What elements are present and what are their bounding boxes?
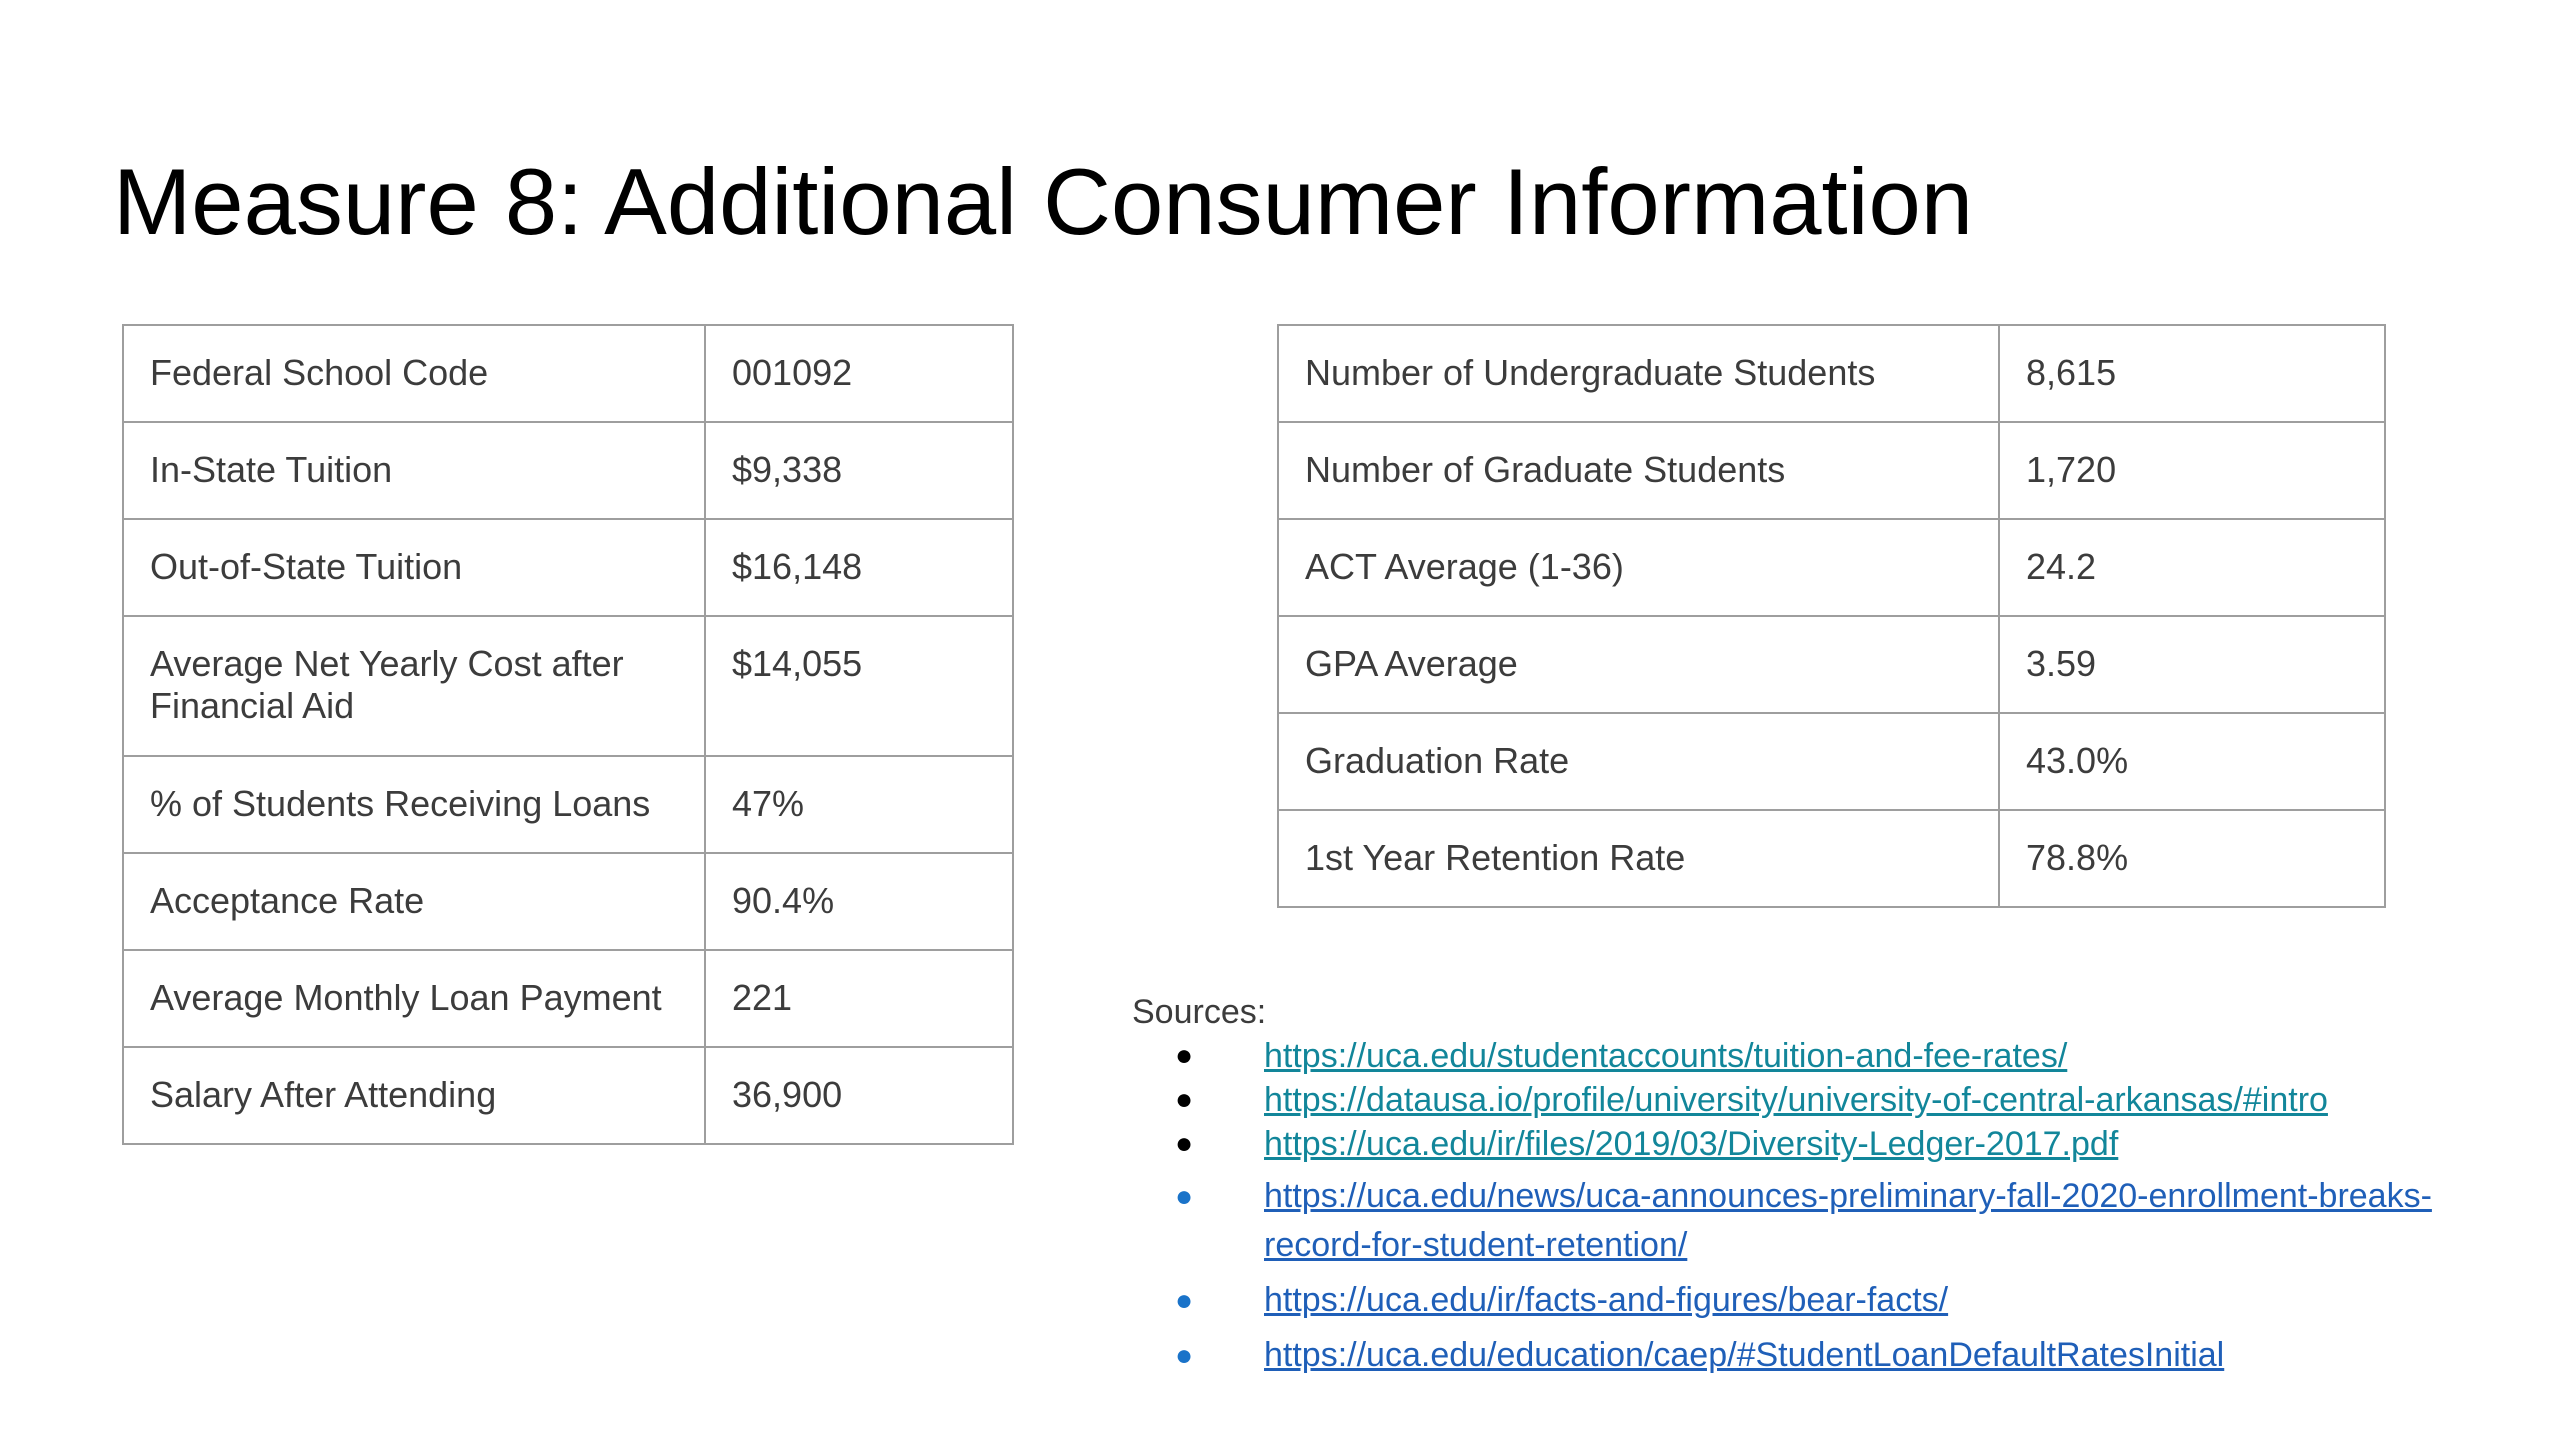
bullet-icon: ●	[1175, 1180, 1194, 1213]
source-link[interactable]: https://uca.edu/education/caep/#StudentLoanDefaultRatesInitial	[1264, 1336, 2225, 1374]
table-row	[1278, 422, 2385, 519]
page-title: Measure 8: Additional Consumer Information	[113, 149, 1974, 254]
table-row	[1278, 810, 2385, 907]
list-item	[1132, 1331, 2532, 1380]
row-label: ACT Average (1-36)	[1278, 519, 1999, 616]
row-value: 3.59	[1999, 616, 2385, 713]
row-value: $16,148	[705, 519, 1013, 616]
row-value: 1,720	[1999, 422, 2385, 519]
row-value: 47%	[705, 756, 1013, 853]
left-info-table	[122, 324, 1014, 1145]
list-item	[1132, 1172, 2532, 1270]
row-value: 90.4%	[705, 853, 1013, 950]
row-label: Out-of-State Tuition	[123, 519, 705, 616]
row-label: Average Monthly Loan Payment	[123, 950, 705, 1047]
bullet-icon: ●	[1175, 1284, 1194, 1317]
table-row	[1278, 713, 2385, 810]
list-item	[1132, 1034, 2532, 1078]
table-row	[123, 422, 1013, 519]
row-label: Acceptance Rate	[123, 853, 705, 950]
table-row	[123, 616, 1013, 756]
source-link[interactable]: https://uca.edu/studentaccounts/tuition-and-fee-rates/	[1264, 1037, 2068, 1075]
sources-label: Sources:	[1132, 993, 1267, 1031]
row-label: In-State Tuition	[123, 422, 705, 519]
table-row	[1278, 616, 2385, 713]
bullet-icon: ●	[1175, 1127, 1194, 1160]
bullet-icon: ●	[1175, 1039, 1194, 1072]
row-label: Number of Graduate Students	[1278, 422, 1999, 519]
bullet-icon: ●	[1175, 1339, 1194, 1372]
table-row	[123, 1047, 1013, 1144]
source-link[interactable]: https://uca.edu/ir/files/2019/03/Diversity-Ledger-2017.pdf	[1264, 1125, 2119, 1163]
table-row	[123, 519, 1013, 616]
row-value: 24.2	[1999, 519, 2385, 616]
row-value: 36,900	[705, 1047, 1013, 1144]
right-info-table	[1277, 324, 2386, 908]
source-link[interactable]: https://datausa.io/profile/university/university-of-central-arkansas/#intro	[1264, 1081, 2328, 1119]
list-item	[1132, 1122, 2532, 1166]
sources-list	[1132, 1034, 2532, 1380]
row-label: 1st Year Retention Rate	[1278, 810, 1999, 907]
row-value: 221	[705, 950, 1013, 1047]
list-item	[1132, 1078, 2532, 1122]
row-value: 43.0%	[1999, 713, 2385, 810]
table-row	[1278, 325, 2385, 422]
bullet-icon: ●	[1175, 1083, 1194, 1116]
row-label: % of Students Receiving Loans	[123, 756, 705, 853]
table-row	[123, 756, 1013, 853]
source-link[interactable]: https://uca.edu/ir/facts-and-figures/bear-facts/	[1264, 1281, 1949, 1319]
row-label: Graduation Rate	[1278, 713, 1999, 810]
list-item	[1132, 1276, 2532, 1325]
table-row	[123, 325, 1013, 422]
row-value: 001092	[705, 325, 1013, 422]
row-label: Average Net Yearly Cost after Financial Aid	[123, 616, 705, 756]
row-value: 8,615	[1999, 325, 2385, 422]
sources-section	[1132, 990, 2532, 1380]
row-value: 78.8%	[1999, 810, 2385, 907]
row-value: $14,055	[705, 616, 1013, 756]
row-label: Number of Undergraduate Students	[1278, 325, 1999, 422]
row-label: Federal School Code	[123, 325, 705, 422]
table-row	[123, 950, 1013, 1047]
table-row	[1278, 519, 2385, 616]
row-label: Salary After Attending	[123, 1047, 705, 1144]
row-label: GPA Average	[1278, 616, 1999, 713]
source-link[interactable]: https://uca.edu/news/uca-announces-preliminary-fall-2020-enrollment-breaks-record-for-student-retention/	[1264, 1177, 2432, 1264]
row-value: $9,338	[705, 422, 1013, 519]
table-row	[123, 853, 1013, 950]
